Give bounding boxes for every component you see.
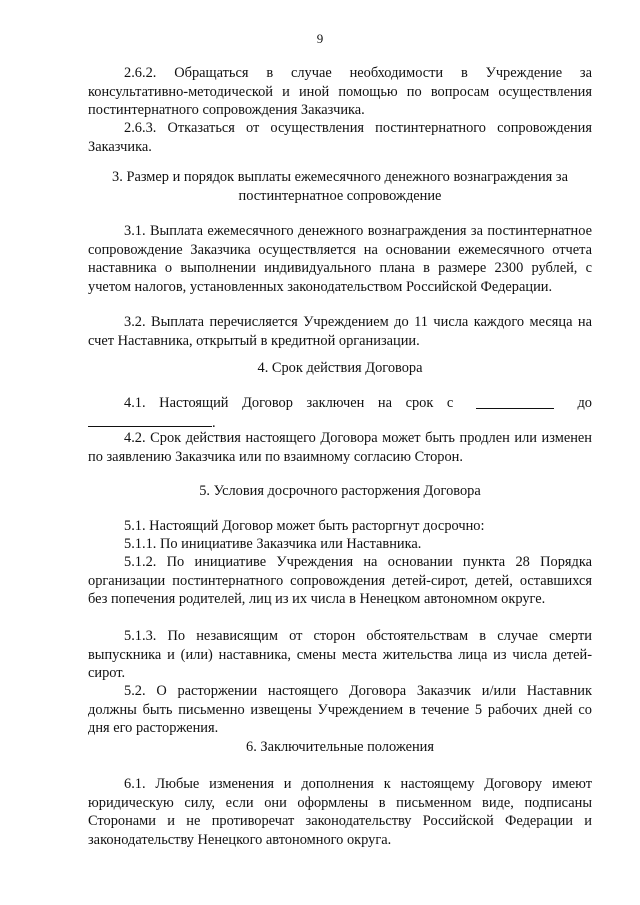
section-4-heading: 4. Срок действия Договора: [257, 360, 423, 376]
paragraph-5-1-3: 5.1.3. По независящим от сторон обстоятельствам в случае смерти выпускника и (или) наставника, смены места жительства лица из числа детей-сирот.: [88, 628, 592, 681]
paragraph-4-1-end: .: [212, 415, 216, 431]
paragraph-6-1: 6.1. Любые изменения и дополнения к настоящему Договору имеют юридическую силу, если они оформлены в письменном виде, подписаны Сторонами и не противоречат законодательству Российской Федерации и законодательству Ненецкого автономного округа.: [88, 776, 592, 848]
paragraph-3-1: 3.1. Выплата ежемесячного денежного вознаграждения за постинтернатное сопровождение Заказчика осуществляется на основании ежемесячного отчета наставника о выполнении индивидуального плана в размере 2300 рублей, с учетом налогов, установленных законодательством Российской Федерации.: [88, 223, 592, 295]
paragraph-5-2: 5.2. О расторжении настоящего Договора Заказчик и/или Наставник должны быть письменно извещены Учреждением в течение 5 рабочих дней со дня его расторжения.: [88, 683, 592, 736]
paragraph-3-2: 3.2. Выплата перечисляется Учреждением до 11 числа каждого месяца на счет Наставника, открытый в кредитной организации.: [88, 314, 592, 349]
paragraph-5-1-1: 5.1.1. По инициативе Заказчика или Наставника.: [124, 536, 422, 552]
page-number: 9: [316, 31, 324, 46]
section-3-heading: 3. Размер и порядок выплаты ежемесячного денежного вознаграждения за постинтернатное сопровождение: [112, 169, 568, 204]
paragraph-2-6-3: 2.6.3. Отказаться от осуществления постинтернатного сопровождения Заказчика.: [88, 120, 592, 155]
paragraph-4-2: 4.2. Срок действия настоящего Договора может быть продлен или изменен по заявлению Заказчика или по взаимному согласию Сторон.: [88, 430, 592, 465]
paragraph-4-1-start: 4.1. Настоящий Договор заключен на срок с: [124, 395, 454, 411]
paragraph-4-1: [88, 394, 592, 413]
paragraph-5-1-2: 5.1.2. По инициативе Учреждения на основании пункта 28 Порядка организации постинтернатного сопровождения детей-сирот, детей, оставшихся без попечения родителей, лиц из их числа в Ненецком автономном округе.: [88, 554, 592, 607]
date-from-blank: [476, 394, 554, 409]
paragraph-4-1-until: до: [577, 395, 592, 411]
section-6-heading: 6. Заключительные положения: [246, 739, 434, 755]
date-to-blank: [88, 412, 212, 427]
paragraph-2-6-2: 2.6.2. Обращаться в случае необходимости в Учреждение за консультативно-методической и иной помощью по вопросам осуществления постинтернатного сопровождения Заказчика.: [88, 65, 592, 118]
section-5-heading: 5. Условия досрочного расторжения Договора: [199, 483, 481, 499]
paragraph-5-1: 5.1. Настоящий Договор может быть расторгнут досрочно:: [124, 518, 485, 534]
